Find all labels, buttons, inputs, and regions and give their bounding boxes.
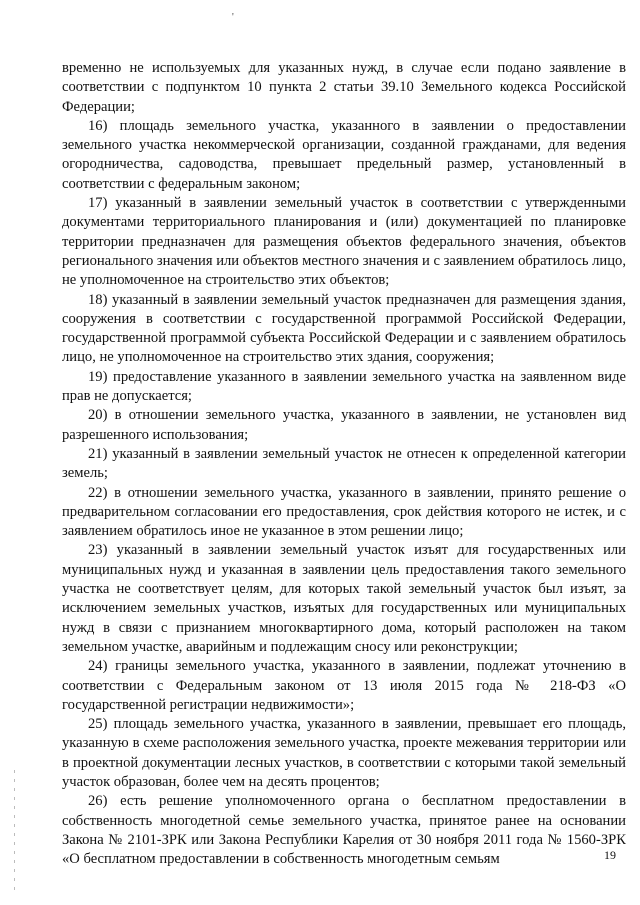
- paragraph-item-26: 26) есть решение уполномоченного органа о бесплатном предоставлении в собственность многодетной семье земельного участка, принятое ранее на основании Закона № 2101-ЗРК или Закона Республики Карелия от 30 ноября 2011 года № 1560-ЗРК «О бесплатном предоставлении в собственность многодетным семьям: [62, 793, 626, 868]
- scan-edge-mark: [14, 770, 15, 890]
- page-number: 19: [604, 848, 616, 862]
- scan-mark: ': [232, 12, 234, 23]
- document-body: [62, 59, 626, 869]
- paragraph-item-20: 20) в отношении земельного участка, указанного в заявлении, не установлен вид разрешенного использования;: [62, 407, 626, 443]
- paragraph-item-17: 17) указанный в заявлении земельный участок в соответствии с утвержденными документами территориального планирования и (или) документацией по планировке территории предназначен для размещения объектов федерального значения, объектов регионального значения или объектов местного значения и с заявлением обратилось лицо, не уполномоченное на строительство этих объектов;: [62, 195, 626, 289]
- paragraph-item-24: 24) границы земельного участка, указанного в заявлении, подлежат уточнению в соответствии с Федеральным законом от 13 июля 2015 года № 218-ФЗ «О государственной регистрации недвижимости»;: [62, 658, 626, 713]
- paragraph-item-25: 25) площадь земельного участка, указанного в заявлении, превышает его площадь, указанную в схеме расположения земельного участка, проекте межевания территории или в проектной документации лесных участков, в соответствии с которыми такой земельный участок образован, более чем на десять процентов;: [62, 716, 626, 790]
- paragraph-item-22: 22) в отношении земельного участка, указанного в заявлении, принято решение о предварительном согласовании его предоставления, срок действия которого не истек, и с заявлением обратилось иное не указанное в этом решении лицо;: [62, 484, 626, 540]
- paragraph-continuation: временно не используемых для указанных нужд, в случае если подано заявление в соответствии с подпунктом 10 пункта 2 статьи 39.10 Земельного кодекса Российской Федерации;: [62, 60, 626, 115]
- paragraph-item-23: 23) указанный в заявлении земельный участок изъят для государственных или муниципальных нужд и указанная в заявлении цель предоставления такого земельного участка не соответствует целям, для которых такой земельный участок был изъят, за исключением земельных участков, изъятых для государственных или муниципальных нужд в связи с признанием многоквартирного дома, который расположен на таком земельном участке, аварийным и подлежащим сносу или реконструкции;: [62, 542, 626, 655]
- paragraph-item-16: 16) площадь земельного участка, указанного в заявлении о предоставлении земельного участка некоммерческой организации, созданной гражданами, для ведения огородничества, садоводства, превышает предельный размер, установленный в соответствии с федеральным законом;: [62, 117, 626, 192]
- paragraph-item-19: 19) предоставление указанного в заявлении земельного участка на заявленном виде прав не допускается;: [62, 368, 626, 405]
- paragraph-item-18: 18) указанный в заявлении земельный участок предназначен для размещения здания, сооружения в соответствии с государственной программой Российской Федерации, государственной программой субъекта Российской Федерации и с заявлением обратилось лицо, не уполномоченное на строительство этих здания, сооружения;: [62, 291, 626, 366]
- paragraph-item-21: 21) указанный в заявлении земельный участок не отнесен к определенной категории земель;: [62, 445, 626, 482]
